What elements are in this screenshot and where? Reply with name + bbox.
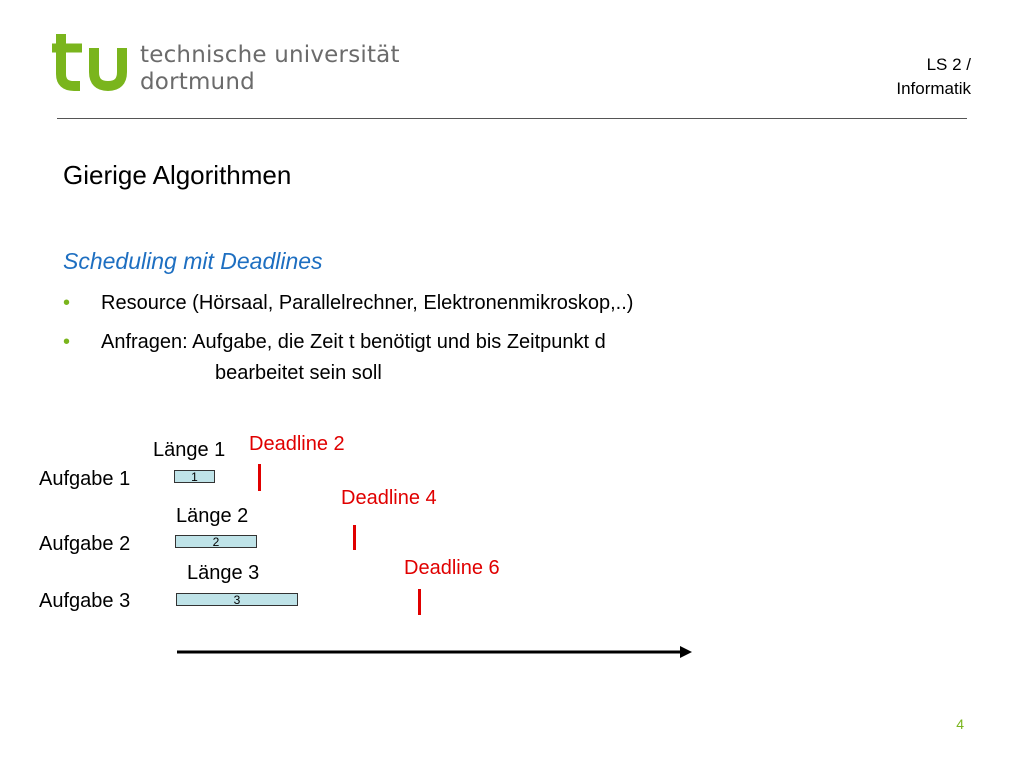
length-label-3: Länge 3 — [187, 562, 260, 584]
task-box-2: 2 — [175, 535, 257, 548]
university-name-line1: technische universität — [140, 42, 400, 68]
bullet-text-1: Resource (Hörsaal, Parallelrechner, Elektronenmikroskop,..) — [101, 292, 634, 314]
deadline-label-1: Deadline 2 — [249, 433, 345, 455]
university-name-line2: dortmund — [140, 69, 255, 95]
chair-label-line2: Informatik — [896, 79, 971, 98]
slide-title: Gierige Algorithmen — [63, 160, 292, 190]
deadline-label-2: Deadline 4 — [341, 487, 437, 509]
bullet-text-2: Anfragen: Aufgabe, die Zeit t benötigt und bis Zeitpunkt d — [101, 331, 606, 353]
deadline-marker-2 — [353, 525, 356, 550]
deadline-marker-3 — [418, 589, 421, 615]
task-label-1: Aufgabe 1 — [39, 468, 131, 490]
deadline-label-3: Deadline 6 — [404, 557, 500, 579]
slide-subtitle: Scheduling mit Deadlines — [63, 248, 323, 274]
task-box-1: 1 — [174, 470, 215, 483]
chair-label-line1: LS 2 / — [926, 55, 971, 74]
page-number: 4 — [956, 716, 964, 732]
task-label-3: Aufgabe 3 — [39, 590, 131, 612]
length-label-2: Länge 2 — [176, 505, 249, 527]
header-divider — [57, 118, 967, 119]
bullet-icon: • — [63, 331, 71, 353]
bullet-icon: • — [63, 292, 71, 314]
length-label-1: Länge 1 — [153, 439, 226, 461]
task-box-3: 3 — [176, 593, 298, 606]
bullet-text-2-continuation: bearbeitet sein soll — [215, 362, 382, 384]
tu-logo-icon — [52, 34, 130, 94]
deadline-marker-1 — [258, 464, 261, 491]
task-label-2: Aufgabe 2 — [39, 533, 131, 555]
